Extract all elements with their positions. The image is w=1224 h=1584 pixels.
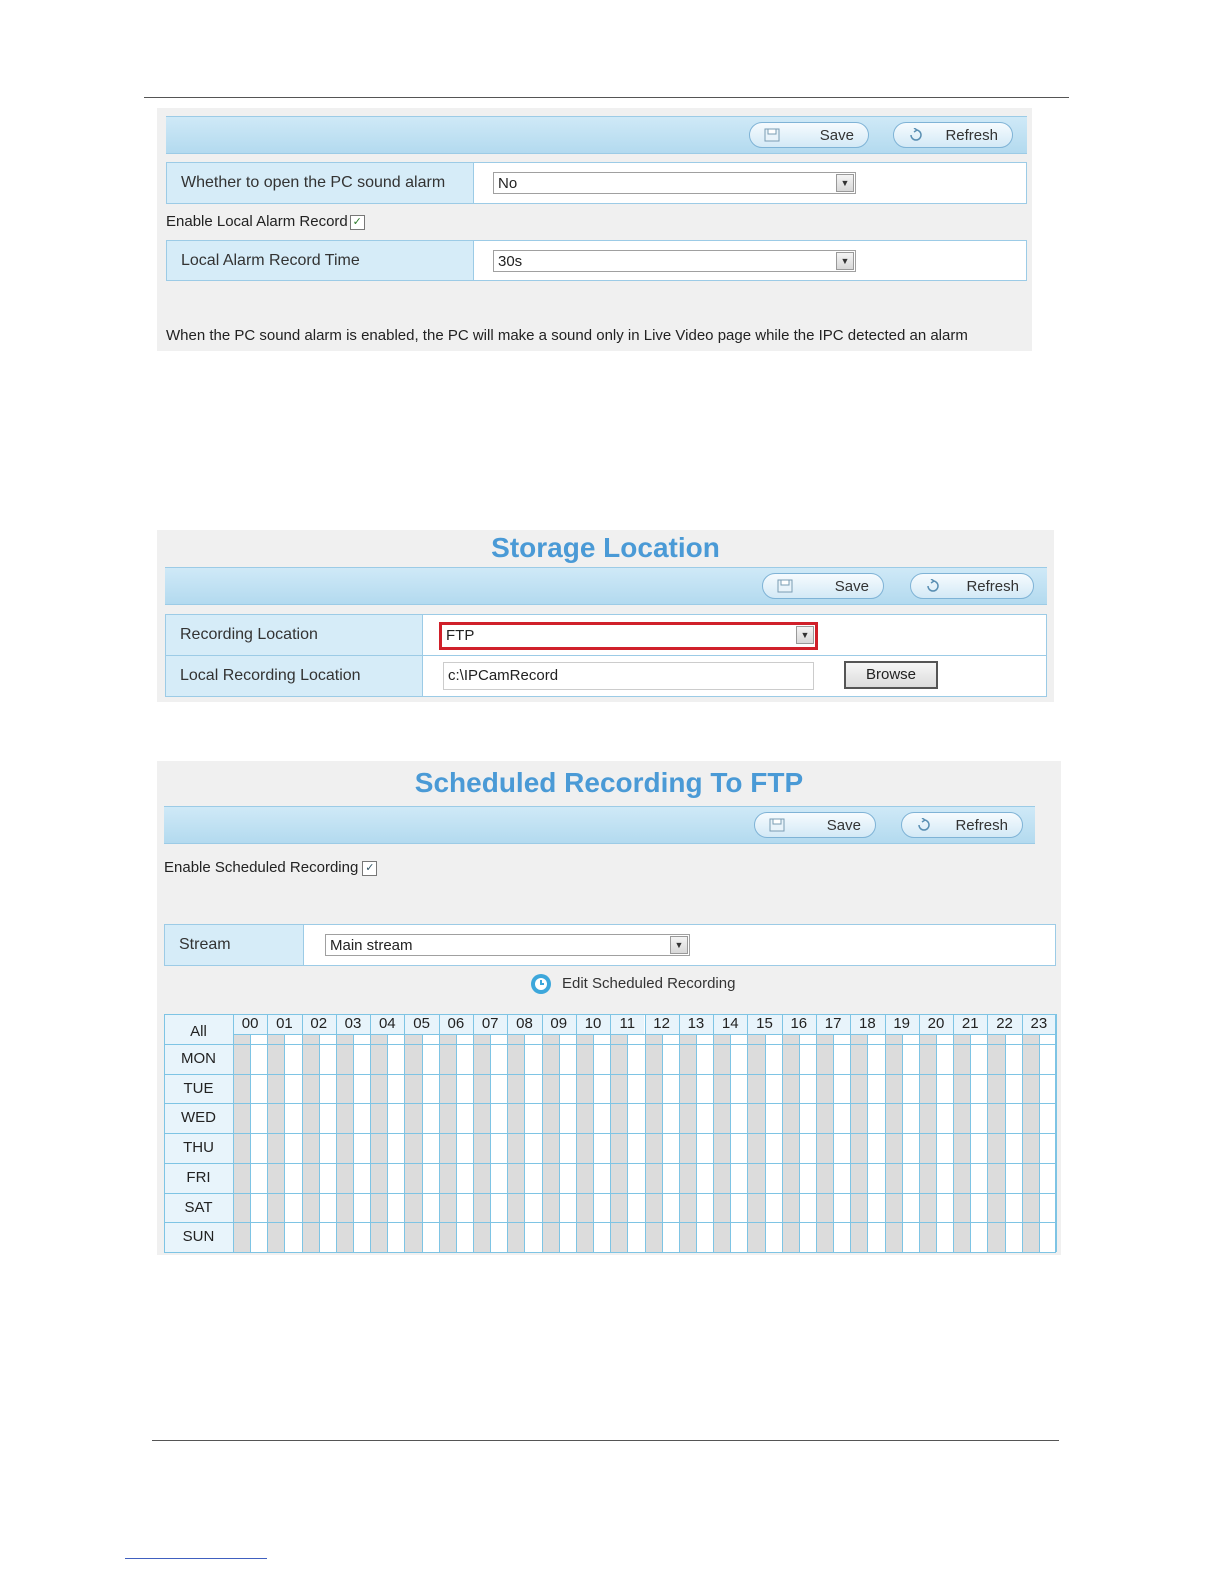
hour-header-03[interactable]: 03	[336, 1014, 370, 1034]
pc-sound-select[interactable]	[493, 172, 856, 194]
schedule-grid	[164, 1014, 1056, 1252]
storage-panel	[157, 530, 1054, 702]
schedule-slot-column[interactable]	[576, 1034, 593, 1252]
record-time-select[interactable]	[493, 250, 856, 272]
grid-vline-half	[559, 1034, 560, 1252]
schedule-slot-column[interactable]	[747, 1034, 764, 1252]
enable-schedule-checkbox[interactable]: ✓	[362, 861, 377, 876]
grid-vline	[1056, 1014, 1057, 1252]
grid-hline	[164, 1222, 1056, 1223]
schedule-slot-column[interactable]	[850, 1034, 867, 1252]
save-button[interactable]	[754, 812, 876, 838]
hour-header-05[interactable]: 05	[404, 1014, 438, 1034]
grid-vline-half	[662, 1034, 663, 1252]
grid-vline-half	[1039, 1034, 1040, 1252]
recording-location-label: Recording Location	[166, 615, 423, 655]
local-location-row	[165, 655, 1047, 697]
schedule-toolbar	[164, 806, 1035, 844]
grid-hline	[233, 1034, 1056, 1035]
pc-sound-label: Whether to open the PC sound alarm	[167, 163, 474, 203]
hour-header-04[interactable]: 04	[370, 1014, 404, 1034]
hour-header-22[interactable]: 22	[987, 1014, 1021, 1034]
grid-vline-half	[319, 1034, 320, 1252]
schedule-slot-column[interactable]	[267, 1034, 284, 1252]
grid-vline-half	[250, 1034, 251, 1252]
record-time-label: Local Alarm Record Time	[167, 241, 474, 280]
hour-header-11[interactable]: 11	[610, 1014, 644, 1034]
schedule-slot-column[interactable]	[679, 1034, 696, 1252]
grid-hline	[164, 1103, 1056, 1104]
select-all-cell[interactable]: All	[164, 1014, 233, 1044]
recording-location-select[interactable]	[439, 622, 818, 650]
edit-schedule-label: Edit Scheduled Recording	[562, 975, 736, 992]
edit-schedule-link[interactable]	[530, 972, 735, 996]
day-label-sun[interactable]: SUN	[164, 1222, 233, 1252]
schedule-slot-column[interactable]	[645, 1034, 662, 1252]
footer-rule	[152, 1440, 1059, 1441]
grid-vline-half	[730, 1034, 731, 1252]
save-label: Save	[834, 578, 869, 595]
day-label-thu[interactable]: THU	[164, 1133, 233, 1163]
enable-local-alarm-checkbox[interactable]: ✓	[350, 215, 365, 230]
browse-label: Browse	[865, 666, 917, 683]
schedule-slot-column[interactable]	[439, 1034, 456, 1252]
grid-vline-half	[867, 1034, 868, 1252]
grid-hline	[164, 1044, 1056, 1045]
alarm-panel	[157, 108, 1032, 351]
day-label-mon[interactable]: MON	[164, 1044, 233, 1074]
refresh-button[interactable]	[910, 573, 1034, 599]
stream-select[interactable]	[325, 934, 690, 956]
hour-header-06[interactable]: 06	[439, 1014, 473, 1034]
grid-hline	[164, 1252, 1056, 1253]
enable-local-alarm-label: Enable Local Alarm Record	[166, 213, 348, 230]
local-location-value: c:\IPCamRecord	[448, 667, 559, 684]
schedule-slot-column[interactable]	[782, 1034, 799, 1252]
clock-icon	[530, 973, 552, 995]
schedule-slot-column[interactable]	[953, 1034, 970, 1252]
grid-hline	[164, 1133, 1056, 1134]
schedule-slot-column[interactable]	[302, 1034, 319, 1252]
chevron-down-icon: ▼	[836, 252, 854, 270]
hour-header-21[interactable]: 21	[953, 1014, 987, 1034]
hour-header-17[interactable]: 17	[816, 1014, 850, 1034]
grid-vline-half	[593, 1034, 594, 1252]
hour-header-00[interactable]: 00	[233, 1014, 267, 1034]
grid-vline-half	[422, 1034, 423, 1252]
schedule-slot-column[interactable]	[610, 1034, 627, 1252]
schedule-title: Scheduled Recording To FTP	[414, 767, 804, 798]
grid-vline-half	[353, 1034, 354, 1252]
save-label: Save	[819, 127, 854, 144]
save-button[interactable]	[762, 573, 884, 599]
hour-header-12[interactable]: 12	[645, 1014, 679, 1034]
chevron-down-icon: ▼	[836, 174, 854, 192]
grid-vline-half	[284, 1034, 285, 1252]
schedule-slot-column[interactable]	[370, 1034, 387, 1252]
hour-header-02[interactable]: 02	[302, 1014, 336, 1034]
grid-vline-half	[936, 1034, 937, 1252]
stream-value: Main stream	[330, 937, 413, 954]
schedule-slot-column[interactable]	[713, 1034, 730, 1252]
hour-header-13[interactable]: 13	[679, 1014, 713, 1034]
footer-link-underline	[125, 1558, 267, 1559]
grid-vline-half	[387, 1034, 388, 1252]
refresh-icon	[925, 579, 941, 593]
schedule-slot-column[interactable]	[885, 1034, 902, 1252]
schedule-slot-column[interactable]	[233, 1034, 250, 1252]
local-location-input[interactable]	[443, 662, 814, 690]
browse-button[interactable]	[844, 661, 938, 689]
grid-vline-half	[765, 1034, 766, 1252]
local-location-label: Local Recording Location	[166, 656, 423, 696]
stream-label: Stream	[165, 925, 304, 965]
grid-vline-half	[970, 1034, 971, 1252]
grid-vline-half	[833, 1034, 834, 1252]
hour-header-19[interactable]: 19	[885, 1014, 919, 1034]
schedule-slot-column[interactable]	[336, 1034, 353, 1252]
storage-toolbar	[165, 567, 1047, 605]
header-rule	[144, 97, 1069, 98]
schedule-slot-column[interactable]	[507, 1034, 524, 1252]
grid-hline	[164, 1193, 1056, 1194]
stream-row	[164, 924, 1056, 966]
day-label-wed[interactable]: WED	[164, 1103, 233, 1133]
pc-sound-row	[166, 162, 1027, 204]
alarm-toolbar	[166, 116, 1027, 154]
grid-vline-half	[799, 1034, 800, 1252]
schedule-slot-column[interactable]	[816, 1034, 833, 1252]
refresh-icon	[916, 818, 932, 832]
hour-header-18[interactable]: 18	[850, 1014, 884, 1034]
day-label-tue[interactable]: TUE	[164, 1074, 233, 1104]
save-label: Save	[826, 817, 861, 834]
day-label-fri[interactable]: FRI	[164, 1163, 233, 1193]
enable-local-alarm-row	[166, 213, 365, 230]
hour-header-14[interactable]: 14	[713, 1014, 747, 1034]
refresh-label: Refresh	[945, 127, 998, 144]
day-label-sat[interactable]: SAT	[164, 1193, 233, 1223]
refresh-label: Refresh	[955, 817, 1008, 834]
hour-header-08[interactable]: 08	[507, 1014, 541, 1034]
save-button[interactable]	[749, 122, 869, 148]
hour-header-01[interactable]: 01	[267, 1014, 301, 1034]
schedule-slot-column[interactable]	[542, 1034, 559, 1252]
record-time-value: 30s	[498, 253, 523, 270]
schedule-slot-column[interactable]	[919, 1034, 936, 1252]
hour-header-20[interactable]: 20	[919, 1014, 953, 1034]
grid-vline-half	[696, 1034, 697, 1252]
pc-sound-value: No	[498, 175, 518, 192]
save-icon	[764, 128, 780, 142]
hour-header-15[interactable]: 15	[747, 1014, 781, 1034]
hour-header-07[interactable]: 07	[473, 1014, 507, 1034]
grid-vline-half	[1005, 1034, 1006, 1252]
chevron-down-icon: ▼	[796, 626, 814, 644]
schedule-slot-column[interactable]	[473, 1034, 490, 1252]
hour-header-23[interactable]: 23	[1022, 1014, 1056, 1034]
grid-hline	[164, 1014, 1056, 1015]
schedule-slot-column[interactable]	[1022, 1034, 1039, 1252]
grid-vline-half	[902, 1034, 903, 1252]
grid-vline-half	[627, 1034, 628, 1252]
grid-hline	[164, 1163, 1056, 1164]
grid-vline-half	[490, 1034, 491, 1252]
grid-hline	[164, 1074, 1056, 1075]
storage-title: Storage Location	[491, 532, 720, 563]
recording-location-row	[165, 614, 1047, 656]
chevron-down-icon: ▼	[670, 936, 688, 954]
alarm-note: When the PC sound alarm is enabled, the PC will make a sound only in Live Video page while the IPC detected an alarm	[166, 327, 968, 344]
hour-header-16[interactable]: 16	[782, 1014, 816, 1034]
schedule-slot-column[interactable]	[987, 1034, 1004, 1252]
schedule-slot-column[interactable]	[404, 1034, 421, 1252]
enable-schedule-label: Enable Scheduled Recording	[164, 859, 359, 876]
enable-schedule-row	[164, 859, 377, 876]
schedule-panel	[157, 761, 1061, 1255]
refresh-icon	[908, 128, 924, 142]
hour-header-09[interactable]: 09	[542, 1014, 576, 1034]
save-icon	[777, 579, 793, 593]
record-time-row	[166, 240, 1027, 281]
save-icon	[769, 818, 785, 832]
grid-vline-half	[524, 1034, 525, 1252]
recording-location-value: FTP	[446, 627, 475, 644]
grid-vline-half	[456, 1034, 457, 1252]
refresh-button[interactable]	[901, 812, 1023, 838]
refresh-label: Refresh	[966, 578, 1019, 595]
hour-header-10[interactable]: 10	[576, 1014, 610, 1034]
refresh-button[interactable]	[893, 122, 1013, 148]
